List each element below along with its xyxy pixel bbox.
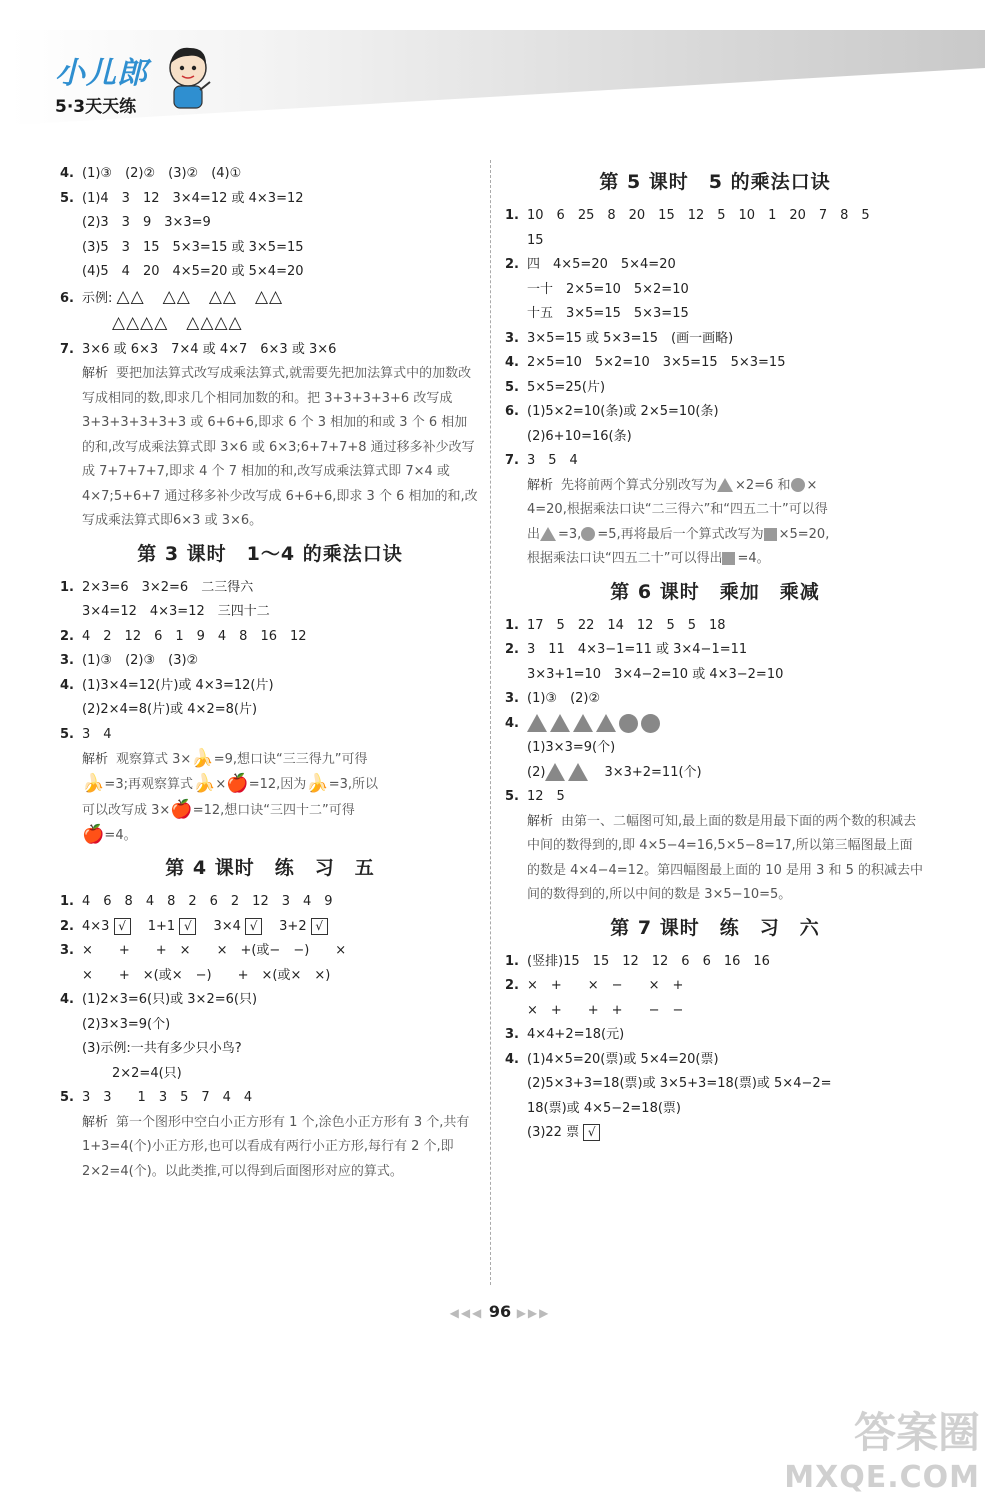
left-arrows-icon: ◀◀◀: [449, 1306, 484, 1320]
triangle-icon: [550, 714, 570, 732]
answer-7: 7. 3×6 或 6×3 7×4 或 4×7 6×3 或 3×6 解析 要把加法算式改写成乘法算式,就需要先把加法算式中的加数改写成相同的数,即求几个相同加数的和。把 3+3+3+3+6 改写成 3+3+3+3+3+3 或 6+6+6,即求 6 个 3 相加的和或 3 个 6 相加的和,改写成乘法算式即 3×6 或 6×3;6+7+7+8 通过移多补少改写成 7+7+7+7,即求 4 个 7 相加的和,改写成乘法算式即 7×4 或 4×7;5+6+7 通过移多补少改写成 6+6+6,即求 3 个 6 相加的和,改写成乘法算式即6×3 或 3×6。: [60, 338, 480, 534]
watermark-logo: 答案圈: [853, 1408, 980, 1457]
apple-icon: 🍎: [170, 798, 193, 820]
explanation-7: 解析 要把加法算式改写成乘法算式,就需要先把加法算式中的加数改写成相同的数,即求几个相同加数的和。把 3+3+3+3+6 改写成 3+3+3+3+3+3 或 6+6+6,即求 6 个 3 相加的和或 3 个 6 相加的和,改写成乘法算式即 3×6 或 6×3;6+7+7+8 通过移多补少改写成 7+7+7+7,即求 4 个 7 相加的和,改写成乘法算式即 7×4 或 4×7;5+6+7 通过移多补少改写成 6+6+6,即求 3 个 6 相加的和,改写成乘法算式即6×3 或 3×6。: [82, 366, 478, 528]
circle-icon: [581, 527, 595, 541]
watermark-url: MXQE.COM: [784, 1460, 980, 1495]
l6-explanation-5: 解析 由第一、二幅图可知,最上面的数是用最下面的两个数的积减去中间的数得到的,即 4×5−4=16,5×5−8=17,所以第三幅图最上面的数是 4×4−4=12。第四幅图最上面的 10 是用 3 和 5 的积减去中间的数得到的,所以中间的数是 3×5−10=5。: [527, 813, 924, 902]
banana-icon: 🍌: [306, 773, 329, 795]
l3-answer-2: 2. 4 2 12 6 1 9 4 8 16 12: [60, 628, 307, 644]
circle-icon: [619, 714, 638, 733]
answer-4: 4. (1)③ (2)② (3)② (4)①: [60, 166, 242, 181]
check-box: √: [245, 918, 262, 935]
l6-answer-5: 5. 12 5 解析 由第一、二幅图可知,最上面的数是用最下面的两个数的积减去中间的数得到的,即 4×5−4=16,5×5−8=17,所以第三幅图最上面的数是 4×4−4=12。第四幅图最上面的 10 是用 3 和 5 的积减去中间的数得到的,所以中间的数是 3×5−10=5。: [505, 785, 925, 908]
l3-answer-1: 1. 2×3=6 3×2=6 二三得六 3×4=12 4×3=12 三四十二: [60, 579, 270, 619]
section-title-lesson-3: 第 3 课时 1～4 的乘法口诀: [137, 542, 403, 565]
header-band: [10, 30, 985, 125]
apple-icon: 🍎: [226, 773, 249, 795]
l7-answer-2: 2. × + × − × + × + + + − −: [505, 978, 684, 1018]
l5-answer-7: 7. 3 5 4 解析 先将前两个算式分别改写为 ×2=6 和 × 4=20,根据乘法口诀“二三得六”和“四五二十”可以得 出 =3, =5,再将最后一个算式改写为 ×5=20, 根据乘法口诀“四五二十”可以得出 =4。: [505, 449, 925, 572]
right-column: [505, 162, 925, 1146]
l3-answer-4: 4. (1)3×4=12(片)或 4×3=12(片) (2)2×4=8(片)或 4×2=8(片): [60, 677, 274, 717]
l5-answer-2: 2. 四 4×5=20 5×4=20 一十 2×5=10 5×2=10 十五 3×5=15 5×3=15: [505, 257, 689, 321]
l5-answer-5: 5. 5×5=25(片): [505, 379, 606, 395]
brand-name: 小儿郎: [55, 56, 148, 91]
triangle-icon: [568, 763, 588, 781]
l7-answer-1: 1. (竖排)15 15 12 12 6 6 16 16: [505, 953, 770, 969]
l6-answer-2: 2. 3 11 4×3−1=11 或 3×4−1=11 3×3+1=10 3×4−2=10 或 4×3−2=10: [505, 642, 784, 682]
l4-explanation-5: 解析 第一个图形中空白小正方形有 1 个,涂色小正方形有 3 个,共有 1+3=4(个)小正方形,也可以看成有两行小正方形,每行有 2 个,即 2×2=4(个)。以此类推,可以得到后面图形对应的算式。: [82, 1114, 470, 1179]
l4-answer-5: 5. 3 3 1 3 5 7 4 4 解析 第一个图形中空白小正方形有 1 个,涂色小正方形有 3 个,共有 1+3=4(个)小正方形,也可以看成有两行小正方形,每行有 2 个,即 2×2=4(个)。以此类推,可以得到后面图形对应的算式。: [60, 1086, 480, 1184]
circle-icon: [791, 478, 805, 492]
answer-6: 6. 示例: △△ △△ △△ △△ △△△△ △△△△: [60, 286, 284, 333]
l4-answer-4: 4. (1)2×3=6(只)或 3×2=6(只) (2)3×3=9(个) (3)示例:一共有多少只小鸟? 2×2=4(只): [60, 992, 258, 1081]
section-title-lesson-7: 第 7 课时 练 习 六: [610, 916, 820, 939]
l3-answer-3: 3. (1)③ (2)③ (3)②: [60, 653, 199, 668]
triangle-icon: [540, 527, 556, 541]
l5-explanation-7: 解析 先将前两个算式分别改写为 ×2=6 和 × 4=20,根据乘法口诀“二三得六”和“四五二十”可以得 出 =3, =5,再将最后一个算式改写为 ×5=20, 根据乘法口诀“四五二十”可以得出 =4。: [527, 477, 830, 566]
brand-subtitle: 5·3天天练: [55, 97, 137, 117]
check-box: √: [179, 918, 196, 935]
mascot-icon: [160, 42, 216, 112]
triangle-icon: [573, 714, 593, 732]
triangle-icon: [717, 478, 733, 492]
l7-answer-4: 4. (1)4×5=20(票)或 5×4=20(票) (2)5×3+3=18(票)或 3×5+3=18(票)或 5×4−2= 18(票)或 4×5−2=18(票) (3)22 票 √: [505, 1051, 832, 1140]
page-number: ◀◀◀ 96 ▶▶▶: [449, 1302, 551, 1321]
square-icon: [722, 552, 735, 565]
check-box: √: [114, 918, 131, 935]
banana-icon: 🍌: [82, 773, 105, 795]
circle-icon: [641, 714, 660, 733]
triangle-row-2: △△△△ △△△△: [112, 313, 243, 333]
watermark: [784, 1400, 980, 1495]
l6-answer-3: 3. (1)③ (2)②: [505, 691, 601, 706]
check-box: √: [583, 1124, 600, 1141]
check-box: √: [311, 918, 328, 935]
l4-answer-2: 2. 4×3 √ 1+1 √ 3×4 √ 3+2 √: [60, 915, 480, 940]
l6-answer-4: 4. (1)3×3=9(个) (2) 3×3+2=11(个): [505, 715, 702, 780]
column-divider: [490, 160, 491, 1285]
triangle-icon: [596, 714, 616, 732]
l4-answer-1: 1. 4 6 8 4 8 2 6 2 12 3 4 9: [60, 894, 333, 909]
triangle-icon: [527, 714, 547, 732]
banana-icon: 🍌: [191, 748, 214, 769]
square-icon: [764, 528, 777, 541]
apple-icon: 🍎: [82, 823, 105, 845]
l5-answer-4: 4. 2×5=10 5×2=10 3×5=15 5×3=15: [505, 355, 786, 370]
l5-answer-1: 1. 10 6 25 8 20 15 12 5 10 1 20 7 8 5 15: [505, 208, 870, 248]
section-title-lesson-4: 第 4 课时 练 习 五: [165, 857, 375, 879]
section-title-lesson-6: 第 6 课时 乘加 乘减: [610, 580, 820, 603]
triangle-row-1: △△ △△ △△ △△: [116, 286, 284, 307]
l3-answer-5: 5. 3 4 解析 观察算式 3×🍌=9,想口诀“三三得九”可得 🍌=3;再观察算式🍌×🍎=12,因为🍌=3,所以 可以改写成 3×🍎=12,想口诀“三四十二”可得 🍎=4。: [60, 723, 480, 849]
l3-explanation-5: 解析 观察算式 3×🍌=9,想口诀“三三得九”可得 🍌=3;再观察算式🍌×🍎=12,因为🍌=3,所以 可以改写成 3×🍎=12,想口诀“三四十二”可得 🍎=4。: [60, 747, 480, 848]
triangle-icon: [545, 763, 565, 781]
banana-icon: 🍌: [192, 773, 216, 795]
l4-answer-3: 3. × + + × × +(或− −) × × + ×(或× −) + ×(或× ×): [60, 943, 347, 983]
right-arrows-icon: ▶▶▶: [516, 1306, 551, 1320]
l5-answer-6: 6. (1)5×2=10(条)或 2×5=10(条) (2)6+10=16(条): [505, 404, 719, 444]
left-column: [60, 162, 480, 1184]
l5-answer-3: 3. 3×5=15 或 5×3=15 (画一画略): [505, 330, 734, 346]
answer-5: 5. (1)4 3 12 3×4=12 或 4×3=12 (2)3 3 9 3×3=9 (3)5 3 15 5×3=15 或 3×5=15 (4)5 4 20 4×5=20 或 5×4=20: [60, 190, 304, 279]
l6-answer-1: 1. 17 5 22 14 12 5 5 18: [505, 617, 726, 633]
brand-logo: [55, 48, 148, 117]
section-title-lesson-5: 第 5 课时 5 的乘法口诀: [599, 171, 831, 193]
l7-answer-3: 3. 4×4+2=18(元): [505, 1027, 625, 1042]
